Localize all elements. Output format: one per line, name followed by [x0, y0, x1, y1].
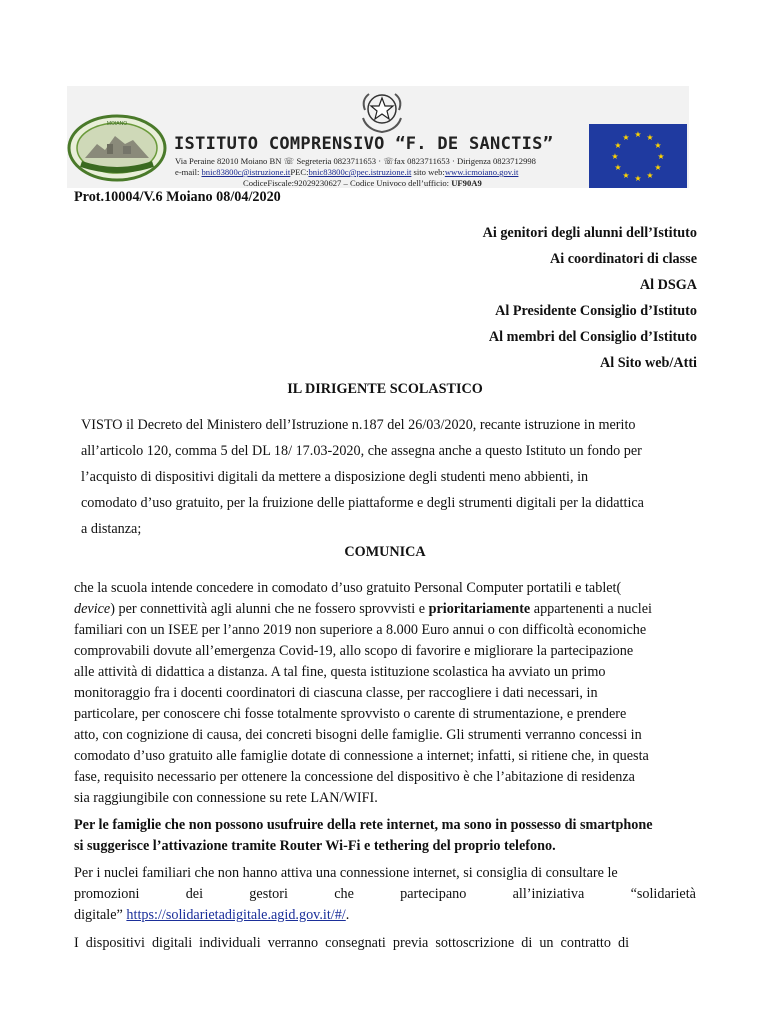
word: gestori [249, 886, 288, 902]
word: dei [185, 886, 204, 902]
recipient-line: Al Presidente Consiglio d’Istituto [495, 303, 697, 319]
letterhead-emails [175, 167, 518, 177]
smartphone-note-line: si suggerisce l’attivazione tramite Router Wi-Fi e tethering del proprio telefono. [74, 838, 556, 854]
svg-text:★: ★ [654, 163, 662, 172]
body-line: comodato d’uso gratuito alle famiglie dotate di connessione a internet; infatti, si ritiene che, in questa [74, 748, 649, 764]
letterhead-contacts: Via Peraine 82010 Moiano BN ☏ Segreteria 0823711653 · ☏fax 0823711653 · Dirigenza 0823712998 [175, 156, 536, 166]
device-term: device [74, 601, 111, 617]
document-heading: IL DIRIGENTE SCOLASTICO [287, 381, 483, 397]
word: all’iniziativa [512, 886, 585, 902]
pec-label: PEC: [290, 167, 309, 177]
body-line: monitoraggio fra i docenti coordinatori di ciascuna classe, per raccogliere i dati necessari, in [74, 685, 598, 701]
body-line: Per i nuclei familiari che non hanno attiva una connessione internet, si consiglia di consultare le [74, 865, 618, 881]
body-line [74, 908, 349, 922]
svg-text:★: ★ [622, 133, 630, 142]
letterhead [67, 86, 689, 188]
letterhead-codes: CodiceFiscale:92029230627 – Codice Univoco dell’ufficio: UF90A9 [243, 178, 482, 188]
eu-flag-icon [589, 124, 687, 188]
svg-text:★: ★ [646, 133, 654, 142]
recipient-line: Al Sito web/Atti [600, 355, 697, 371]
solidarieta-digitale-link[interactable]: https://solidarietadigitale.agid.gov.it/#/ [126, 907, 346, 923]
recipient-line: Al membri del Consiglio d’Istituto [488, 329, 697, 345]
body-line: fase, requisito necessario per ottenere la concessione del dispositivo è che l’abitazione di residenza [74, 769, 635, 785]
visto-line: comodato d’uso gratuito, per la fruizione delle piattaforme e degli strumenti digitali per la didattica [81, 495, 644, 511]
svg-text:★: ★ [654, 141, 662, 150]
body-line [74, 602, 652, 616]
prioritariamente-emphasis: prioritariamente [428, 601, 531, 617]
fax-number: fax 0823711653 [394, 156, 450, 166]
italian-republic-emblem-icon [357, 88, 407, 134]
body-line: particolare, per conoscere chi fosse totalmente sprovvisto o carente di strumentazione, e prendere [74, 706, 627, 722]
svg-text:★: ★ [634, 130, 642, 139]
body-line: familiari con un ISEE per l’anno 2019 non superiore a 8.000 Euro annui o con difficoltà economiche [74, 622, 647, 638]
svg-text:★: ★ [614, 163, 622, 172]
word: partecipano [400, 886, 467, 902]
body-line: alle attività di didattica a distanza. A tal fine, questa istituzione scolastica ha avviato un primo [74, 664, 606, 680]
body-text: appartenenti a nuclei [530, 601, 652, 617]
dirigenza-phone: Dirigenza 0823712998 [456, 156, 536, 166]
visto-line: VISTO il Decreto del Ministero dell’Istruzione n.187 del 26/03/2020, recante istruzione in merito [81, 417, 636, 433]
school-logo [67, 114, 167, 182]
codice-univoco: UF90A9 [451, 178, 482, 188]
body-line [74, 936, 688, 950]
email-label: e-mail: [175, 167, 200, 177]
body-line: comprovabili dovute all’emergenza Covid-19, allo scopo di favorire e migliorare la partecipazione [74, 643, 634, 659]
word: promozioni [74, 886, 140, 902]
codice-univoco-label: Codice Univoco dell’ufficio: [349, 178, 450, 188]
visto-line: all’articolo 120, comma 5 del DL 18/ 17.03-2020, che assegna anche a questo Istituto un fondo per [81, 443, 642, 459]
recipient-line: Ai genitori degli alunni dell’Istituto [482, 225, 697, 241]
body-line: che la scuola intende concedere in comodato d’uso gratuito Personal Computer portatili e tablet( [74, 580, 622, 596]
body-line [74, 887, 696, 901]
svg-text:★: ★ [646, 171, 654, 180]
school-address: Via Peraine 82010 Moiano BN [175, 156, 282, 166]
visto-line: l’acquisto di dispositivi digitali da mettere a disposizione degli studenti meno abbienti, in [81, 469, 589, 485]
recipient-line: Ai coordinatori di classe [550, 251, 697, 267]
email-link[interactable]: bnic83800c@istruzione.it [201, 167, 291, 177]
protocol-number: Prot.10004/V.6 Moiano 08/04/2020 [74, 189, 281, 205]
body-text: ) per connettività agli alunni che ne fossero sprovvisti e [110, 601, 429, 617]
svg-text:★: ★ [611, 152, 619, 161]
svg-text:★: ★ [657, 152, 665, 161]
word: “solidarietà [630, 886, 696, 902]
body-text: I dispositivi digitali individuali verranno consegnati previa sottoscrizione di un contratto di [74, 935, 630, 951]
body-line: atto, con cognizione di causa, dei concreti bisogni delle famiglie. Gli strumenti verranno concessi in [74, 727, 642, 743]
site-label: sito web: [413, 167, 445, 177]
svg-text:★: ★ [614, 141, 622, 150]
word: che [334, 886, 354, 902]
school-logo-text: MOIANO [106, 121, 128, 127]
smartphone-note-line: Per le famiglie che non possono usufruire della rete internet, ma sono in possesso di smartphone [74, 817, 653, 833]
site-link[interactable]: www.icmoiano.gov.it [444, 167, 519, 177]
pec-link[interactable]: bnic83800c@pec.istruzione.it [308, 167, 412, 177]
svg-text:★: ★ [622, 171, 630, 180]
codice-fiscale: CodiceFiscale:92029230627 [243, 178, 342, 188]
body-line: sia raggiungibile con connessione su rete LAN/WIFI. [74, 790, 378, 806]
visto-line: a distanza; [81, 521, 142, 537]
svg-text:★: ★ [634, 174, 642, 183]
body-text: . [345, 907, 350, 923]
body-text: digitale” [74, 907, 127, 923]
school-name: ISTITUTO COMPRENSIVO “F. DE SANCTIS” [174, 134, 554, 154]
recipient-line: Al DSGA [639, 277, 697, 293]
comunica-heading: COMUNICA [344, 544, 426, 560]
segreteria-phone: Segreteria 0823711653 [296, 156, 377, 166]
